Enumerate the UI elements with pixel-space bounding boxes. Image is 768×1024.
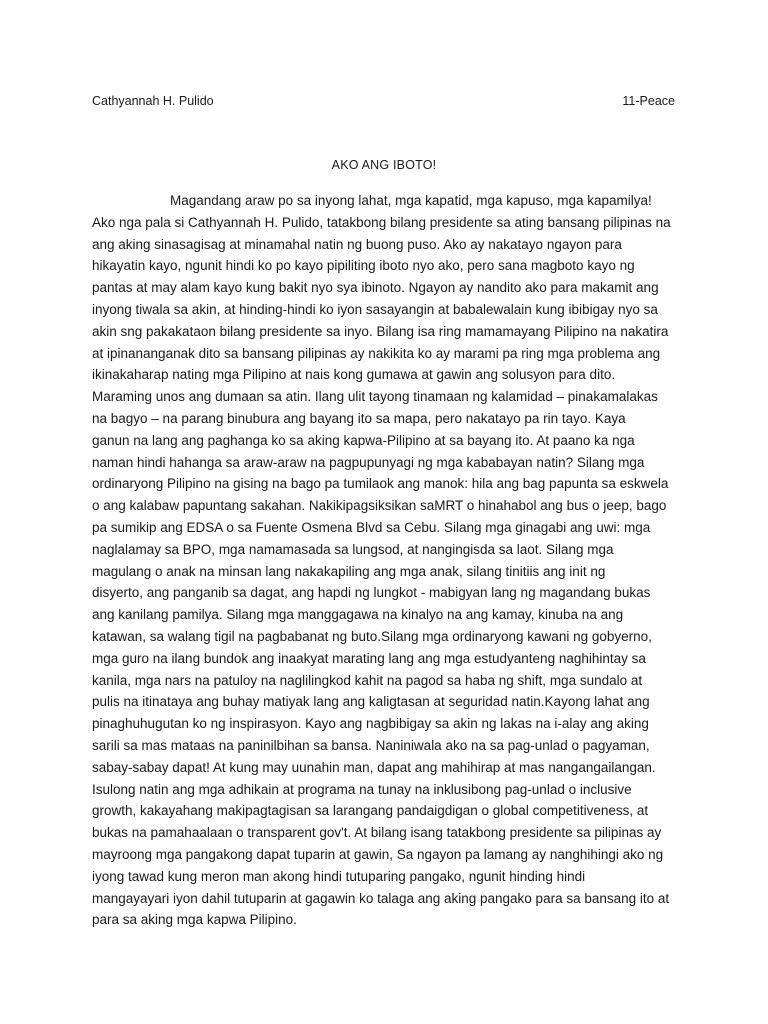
class-section: 11-Peace <box>622 94 675 108</box>
essay-line: pinaghuhugutan ko ng inspirasyon. Kayo ang nagbibigay sa akin ng lakas na i-alay ang aking <box>92 716 649 732</box>
essay-line: mga guro na ilang bundok ang inaakyat marating lang ang mga estudyanteng naghihintay sa <box>92 650 646 666</box>
essay-line: kanila, mga nars na patuloy na naglilingkod kahit na pagod sa haba ng shift, mga sundalo at <box>92 672 643 688</box>
document-header <box>92 94 675 108</box>
essay-line: ganun na lang ang paghanga ko sa aking kapwa-Pilipino at sa bayang ito. At paano ka nga <box>92 432 635 448</box>
essay-body <box>92 190 678 931</box>
essay-line: akin sng pakakataon bilang presidente sa inyo. Bilang isa ring mamamayang Pilipino na nakatira <box>92 323 669 339</box>
essay-line: naglalamay sa BPO, mga namamasada sa lungsod, at nangingisda sa laot. Silang mga <box>92 541 614 557</box>
essay-line: growth, kakayahang makipagtagisan sa larangang pandaigdigan o global competitiveness, at <box>92 803 649 819</box>
essay-line: na bagyo – na parang binubura ang bayang ito sa mapa, pero nakatayo pa rin tayo. Kaya <box>92 410 626 426</box>
essay-line: disyerto, ang panganib sa dagat, ang hapdi ng lungkot - mabigyan lang ng magandang bukas <box>92 585 651 601</box>
essay-line: ikinakaharap nating mga Pilipino at nais kong gumawa at gawin ang solusyon para dito. <box>92 367 616 383</box>
essay-line: bukas na pamahaalaan o transparent gov't. At bilang isang tatakbong presidente sa pilipinas ay <box>92 825 662 841</box>
essay-line: ang kanilang pamilya. Silang mga manggagawa na kinalyo na ang kamay, kinuba na ang <box>92 607 624 623</box>
essay-line: naman hindi hahanga sa araw-araw na pagpupunyagi ng mga kababayan natin? Silang mga <box>92 454 645 470</box>
essay-line: ordinaryong Pilipino na gising na bago pa tumilaok ang manok: hila ang bag papunta sa eskwela <box>92 476 669 492</box>
essay-line: at ipinananganak dito sa bansang pilipinas ay nakikita ko ay marami pa ring mga problema ang <box>92 345 661 361</box>
essay-line: iyong tawad kung meron man akong hindi tutuparing pangako, ngunit hinding hindi <box>92 868 586 884</box>
essay-line: Ako nga pala si Cathyannah H. Pulido, tatakbong bilang presidente sa ating bansang pilipinas na <box>92 214 671 230</box>
essay-line: mangayayari iyon dahil tutuparin at gagawin ko talaga ang aking pangako para sa bansang ito at <box>92 890 670 906</box>
author-name: Cathyannah H. Pulido <box>92 94 214 108</box>
essay-line: katawan, sa walang tigil na pagbabanat ng buto.Silang mga ordinaryong kawani ng gobyerno, <box>92 628 652 644</box>
essay-line: ang aking sinasagisag at minamahal natin ng buong puso. Ako ay nakatayo ngayon para <box>92 236 622 252</box>
essay-line: mayroong mga pangakong dapat tuparin at gawin, Sa ngayon pa lamang ay nanghihingi ako ng <box>92 846 664 862</box>
essay-line: sabay-sabay dapat! At kung may uunahin man, dapat ang mahihirap at mas nangangailangan. <box>92 759 656 775</box>
essay-line: magulang o anak na minsan lang nakakapiling ang mga anak, silang tinitiis ang init ng <box>92 563 606 579</box>
essay-line: pulis na itinataya ang buhay matiyak lang ang kaligtasan at seguridad natin.Kayong lahat ang <box>92 694 650 710</box>
essay-title: AKO ANG IBOTO! <box>331 158 437 172</box>
essay-line: inyong tiwala sa akin, at hinding-hindi ko iyon sasayangin at babalewalain kung ibibigay nyo sa <box>92 301 658 317</box>
essay-line: Isulong natin ang mga adhikain at programa na tunay na inklusibong pag-unlad o inclusive <box>92 781 632 797</box>
essay-line: para sa aking mga kapwa Pilipino. <box>92 912 297 928</box>
essay-line: pa sumikip ang EDSA o sa Fuente Osmena Blvd sa Cebu. Silang mga ginagabi ang uwi: mga <box>92 519 651 535</box>
essay-line: hikayatin kayo, ngunit hindi ko po kayo pipiliting iboto nyo ako, pero sana magboto kayo ng <box>92 258 635 274</box>
essay-line: Maraming unos ang dumaan sa atin. Ilang ulit tayong tinamaan ng kalamidad – pinakamalakas <box>92 389 658 405</box>
essay-line: Magandang araw po sa inyong lahat, mga kapatid, mga kapuso, mga kapamilya! <box>170 193 652 208</box>
essay-line: pantas at may alam kayo kung bakit nyo sya ibinoto. Ngayon ay nandito ako para makamit ang <box>92 280 659 296</box>
essay-line: sarili sa mas mataas na paninilbihan sa bansa. Naniniwala ako na sa pag-unlad o pagyaman, <box>92 737 650 753</box>
essay-line: o ang kalabaw papuntang sakahan. Nakikipagsiksikan saMRT o hinahabol ang bus o jeep, bago <box>92 498 667 514</box>
